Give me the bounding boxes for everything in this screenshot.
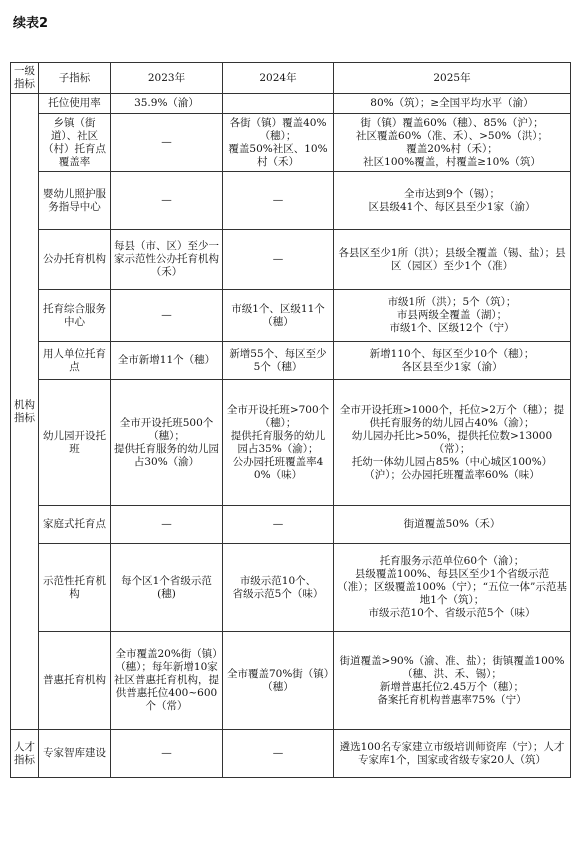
- cell-line: 区县级41个、每区县至少1家（渝）: [368, 200, 536, 213]
- cell-line: —: [161, 747, 172, 759]
- table-row: [11, 114, 571, 172]
- y2023-cell: [111, 94, 223, 114]
- header-level1: 一级指标: [11, 63, 39, 94]
- cell-line: 全市新增11个（穗）: [117, 354, 216, 366]
- cell-line: —: [272, 747, 284, 759]
- cell-line: —: [272, 253, 284, 265]
- y2025-cell: [334, 172, 571, 230]
- table-row: [11, 94, 571, 114]
- sub-indicator-cell: 托育综合服务中心: [39, 290, 111, 342]
- cell-line: 社区覆盖60%（准、禾）、>50%（洪）；: [356, 129, 548, 142]
- cell-line: 全市开设托班>1000个，托位>2万个（穗）；提供托育服务的幼儿园占40%（渝）；: [339, 403, 565, 429]
- cell-line: 各区县至少1家（渝）: [401, 360, 503, 373]
- table-row: [11, 632, 571, 730]
- y2025-cell: [334, 380, 571, 506]
- table-row: [11, 730, 571, 778]
- cell-line: 省级示范5个（味）: [232, 587, 324, 600]
- cell-line: —: [272, 194, 284, 206]
- cell-line: 新增55个、每区至少5个（穗）: [229, 347, 327, 373]
- cell-line: 市级1所（洪）；5个（筑）；: [387, 296, 517, 308]
- header-sub: 子指标: [39, 63, 111, 94]
- y2023-cell: [111, 632, 223, 730]
- cell-line: —: [161, 194, 172, 206]
- y2024-cell: [223, 632, 334, 730]
- cell-line: 各街（镇）覆盖40%（穗）；: [229, 116, 327, 142]
- cell-line: 每个区1个省级示范(穗): [121, 574, 212, 600]
- y2023-cell: [111, 730, 223, 778]
- y2024-cell: [223, 290, 334, 342]
- cell-line: 全市覆盖20%街（镇）（穗）；每年新增10家社区普惠托育机构，提供普惠托位400~600个（常）: [114, 648, 219, 712]
- y2025-cell: [334, 544, 571, 632]
- y2025-cell: [334, 94, 571, 114]
- indicator-table: [10, 62, 571, 778]
- group-org-cell: 机构指标: [11, 94, 39, 730]
- cell-line: 每县（市、区）至少一家示范性公办托育机构（禾）: [114, 240, 219, 278]
- cell-line: 覆盖50%社区、10%村（禾）: [228, 142, 328, 168]
- y2023-cell: [111, 342, 223, 380]
- y2025-cell: [334, 230, 571, 290]
- cell-line: 提供托育服务的幼儿园占30%（渝）: [114, 442, 219, 468]
- cell-line: 覆盖20%村（禾）；: [406, 142, 498, 155]
- y2024-cell: [223, 730, 334, 778]
- sub-indicator-cell: 幼儿园开设托班: [39, 380, 111, 506]
- y2025-cell: [334, 114, 571, 172]
- cell-line: —: [161, 518, 172, 530]
- sub-indicator-cell: 托位使用率: [39, 94, 111, 114]
- y2025-cell: [334, 290, 571, 342]
- header-2023: 2023年: [111, 63, 223, 94]
- table-row: [11, 172, 571, 230]
- header-row: [11, 63, 571, 94]
- cell-line: 市级1个、区级12个（宁）: [389, 322, 515, 334]
- cell-line: 街道覆盖50%（禾）: [403, 518, 501, 530]
- table-caption: 续表2: [13, 16, 49, 31]
- y2023-cell: [111, 114, 223, 172]
- y2023-cell: [111, 380, 223, 506]
- cell-line: 全市覆盖70%街（镇）（穗）: [226, 667, 330, 693]
- cell-line: 遴选100名专家建立市级培训师资库（宁）；人才专家库1个，国家或省级专家20人（筑）: [339, 740, 565, 766]
- group-talent-cell: 人才指标: [11, 730, 39, 778]
- table-row: [11, 380, 571, 506]
- y2023-cell: [111, 544, 223, 632]
- cell-line: 街（镇）覆盖60%（穗）、85%（沪）；: [360, 116, 544, 129]
- table-row: [11, 342, 571, 380]
- y2023-cell: [111, 506, 223, 544]
- sub-indicator-cell: 婴幼儿照护服务指导中心: [39, 172, 111, 230]
- cell-line: 县级覆盖100%、每县区至少1个省级示范（准）；区级覆盖100%（宁）；“五位一体”示范基地1个（筑）；: [337, 568, 567, 606]
- cell-line: 市级1个、区级11个（穗）: [231, 302, 325, 328]
- y2023-cell: [111, 172, 223, 230]
- table-row: [11, 506, 571, 544]
- y2024-cell: [223, 506, 334, 544]
- y2023-cell: [111, 230, 223, 290]
- y2024-cell: [223, 544, 334, 632]
- cell-line: 备案托育机构普惠率75%（宁）: [377, 693, 527, 706]
- cell-line: 托育服务示范单位60个（渝）；: [379, 555, 525, 567]
- table-row: [11, 544, 571, 632]
- cell-line: —: [161, 309, 172, 321]
- y2025-cell: [334, 730, 571, 778]
- y2024-cell: [223, 94, 334, 114]
- cell-line: 幼儿园办托比>50%，提供托位数>13000（常）；: [351, 429, 553, 455]
- cell-line: 全市开设托班500个（穗）；: [119, 416, 214, 442]
- y2024-cell: [223, 114, 334, 172]
- cell-line: 35.9%（渝）: [134, 97, 199, 109]
- sub-indicator-cell: 乡镇（街道）、社区（村）托育点覆盖率: [39, 114, 111, 172]
- header-2025: 2025年: [334, 63, 571, 94]
- y2025-cell: [334, 506, 571, 544]
- y2024-cell: [223, 230, 334, 290]
- cell-line: 各县区至少1所（洪）；县级全覆盖（锡、盐）；县区（园区）至少1个（准）: [338, 246, 566, 272]
- sub-indicator-cell: 家庭式托育点: [39, 506, 111, 544]
- y2023-cell: [111, 290, 223, 342]
- cell-line: 社区100%覆盖，村覆盖≥10%（筑）: [363, 155, 541, 168]
- y2024-cell: [223, 172, 334, 230]
- cell-line: 提供托育服务的幼儿园占35%（渝）；: [230, 429, 326, 455]
- y2024-cell: [223, 342, 334, 380]
- sub-indicator-cell: 示范性托育机构: [39, 544, 111, 632]
- sub-indicator-cell: 专家智库建设: [39, 730, 111, 778]
- sub-indicator-cell: 公办托育机构: [39, 230, 111, 290]
- cell-line: 市县两级全覆盖（湖）；: [396, 309, 508, 321]
- y2025-cell: [334, 632, 571, 730]
- cell-line: —: [161, 136, 172, 148]
- y2024-cell: [223, 380, 334, 506]
- cell-line: 街道覆盖>90%（渝、准、盐）；街镇覆盖100%（穗、洪、禾、锡）；: [339, 654, 565, 680]
- table-row: [11, 290, 571, 342]
- cell-line: 公办园托班覆盖率40%（味）: [232, 455, 324, 481]
- cell-line: 全市达到9个（锡）；: [404, 187, 500, 200]
- cell-line: 80%（筑）；≥全国平均水平（渝）: [370, 97, 534, 109]
- cell-line: 新增普惠托位2.45万个（穗）；: [379, 680, 525, 693]
- cell-line: 全市开设托班>700个（穗）；: [226, 403, 330, 429]
- cell-line: 新增110个、每区至少10个（穗）；: [369, 347, 535, 360]
- cell-line: 市级示范10个、省级示范5个（味）: [368, 607, 536, 619]
- sub-indicator-cell: 用人单位托育点: [39, 342, 111, 380]
- table-row: [11, 230, 571, 290]
- cell-line: 托幼一体幼儿园占85%（中心城区100%）（沪）；公办园托班覆盖率60%（味）: [351, 455, 553, 481]
- header-2024: 2024年: [223, 63, 334, 94]
- cell-line: 市级示范10个、: [239, 574, 317, 587]
- sub-indicator-cell: 普惠托育机构: [39, 632, 111, 730]
- y2025-cell: [334, 342, 571, 380]
- cell-line: —: [272, 518, 284, 530]
